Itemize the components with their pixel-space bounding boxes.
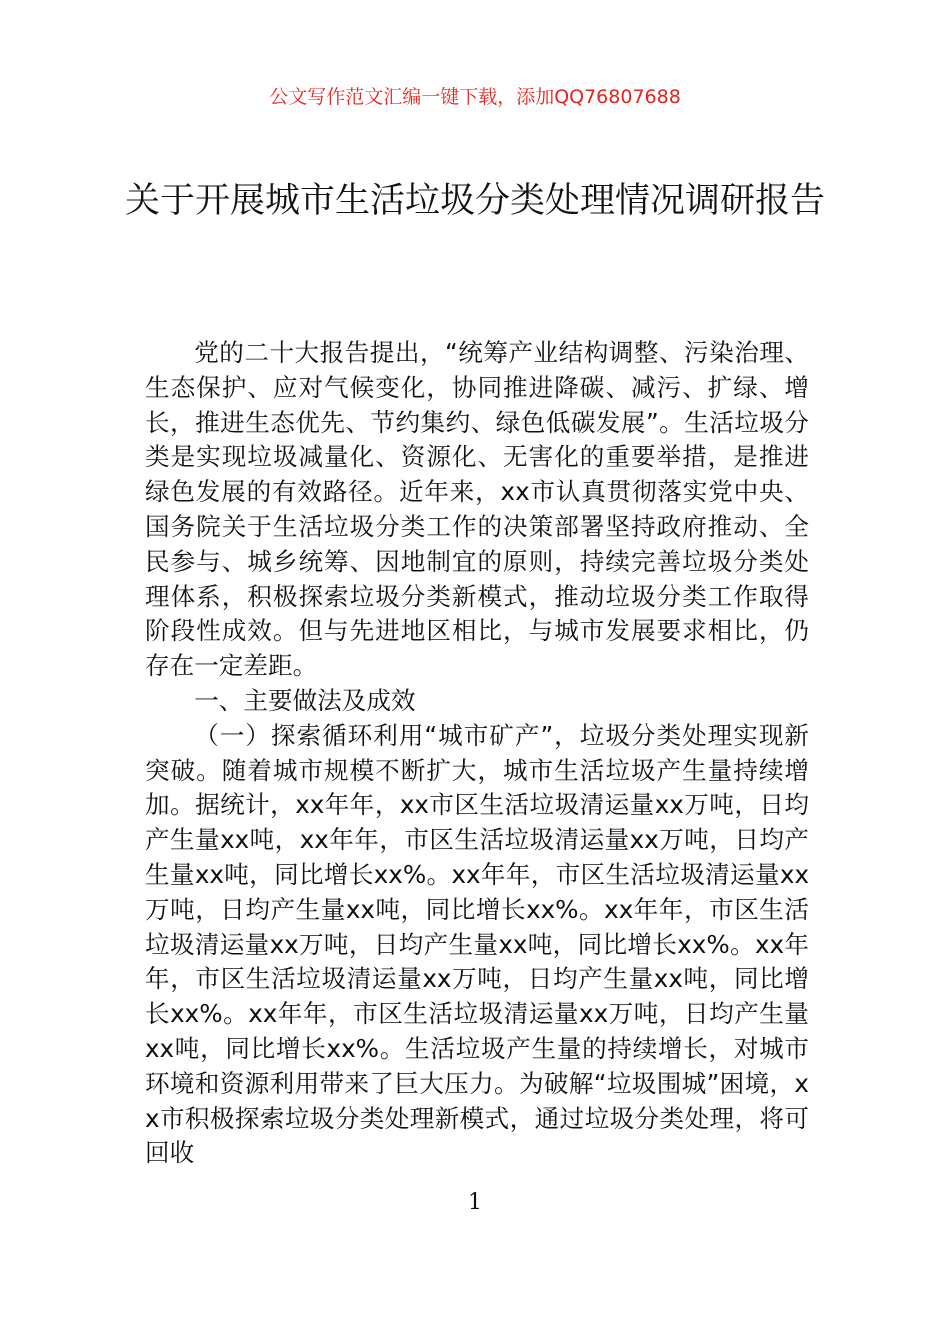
page-number: 1 (468, 1190, 482, 1215)
document-body (145, 336, 809, 1171)
document-title: 关于开展城市生活垃圾分类处理情况调研报告 (124, 181, 825, 221)
paragraph-intro: 党的二十大报告提出，“统筹产业结构调整、污染治理、生态保护、应对气候变化，协同推进降碳、减污、扩绿、增长，推进生态优先、节约集约、绿色低碳发展”。生活垃圾分类是实现垃圾减量化、资源化、无害化的重要举措，是推进绿色发展的有效路径。近年来，xx市认真贯彻落实党中央、国务院关于生活垃圾分类工作的决策部署坚持政府推动、全民参与、城乡统筹、因地制宜的原则，持续完善垃圾分类处理体系，积极探索垃圾分类新模式，推动垃圾分类工作取得阶段性成效。但与先进地区相比，与城市发展要求相比，仍存在一定差距。 (145, 338, 809, 681)
section-heading: 一、主要做法及成效 (194, 685, 416, 715)
download-banner: 公文写作范文汇编一键下载，添加QQ76807688 (269, 86, 681, 108)
paragraph-subsection-1: （一）探索循环利用“城市矿产”，垃圾分类处理实现新突破。随着城市规模不断扩大，城市生活垃圾产生量持续增加。据统计，xx年年，xx市区生活垃圾清运量xx万吨，日均产生量xx吨，xx年年，市区生活垃圾清运量xx万吨，日均产生量xx吨，同比增长xx%。xx年年，市区生活垃圾清运量xx万吨，日均产生量xx吨，同比增长xx%。xx年年，市区生活垃圾清运量xx万吨，日均产生量xx吨，同比增长xx%。xx年年，市区生活垃圾清运量xx万吨，日均产生量xx吨，同比增长xx%。xx年年，市区生活垃圾清运量xx万吨，日均产生量xx吨，同比增长xx%。生活垃圾产生量的持续增长，对城市环境和资源利用带来了巨大压力。为破解“垃圾围城”困境，xx市积极探索垃圾分类处理新模式，通过垃圾分类处理，将可回收 (145, 720, 809, 1168)
